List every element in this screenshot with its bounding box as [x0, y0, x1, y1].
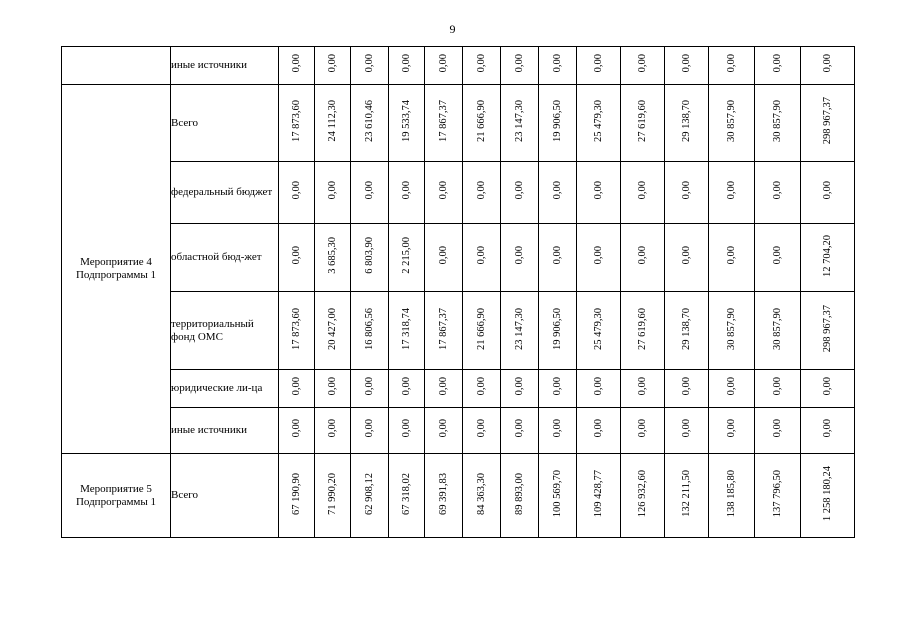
value-cell — [539, 224, 577, 292]
value-text: 0,00 — [438, 419, 449, 438]
value-cell — [539, 85, 577, 162]
value-cell — [539, 47, 577, 85]
table-row — [62, 408, 855, 454]
value-text: 0,00 — [401, 419, 412, 438]
value-text: 3 685,30 — [327, 237, 338, 274]
funding-source-cell: Всего — [171, 454, 279, 538]
value-cell — [539, 370, 577, 408]
value-text: 0,00 — [593, 181, 604, 200]
funding-source-cell: территориальный фонд ОМС — [171, 292, 279, 370]
value-text: 21 666,90 — [476, 307, 487, 350]
value-cell — [755, 370, 801, 408]
value-text: 0,00 — [681, 246, 692, 265]
funding-source-cell: юридические ли-ца — [171, 370, 279, 408]
value-cell — [279, 162, 315, 224]
funding-source-cell: иные источники — [171, 408, 279, 454]
value-text: 30 857,90 — [726, 307, 737, 350]
value-text: 25 479,30 — [593, 100, 604, 142]
table-row — [62, 85, 855, 162]
value-cell — [621, 47, 665, 85]
value-cell — [709, 224, 755, 292]
value-text: 17 318,74 — [401, 307, 412, 350]
value-cell — [709, 408, 755, 454]
value-cell — [501, 47, 539, 85]
value-text: 0,00 — [552, 246, 563, 265]
value-text: 0,00 — [401, 181, 412, 200]
table-row — [62, 370, 855, 408]
value-text: 30 857,90 — [726, 100, 737, 142]
value-text: 0,00 — [476, 377, 487, 396]
value-cell — [463, 292, 501, 370]
value-cell — [755, 47, 801, 85]
value-text: 298 967,37 — [822, 97, 833, 145]
value-text: 0,00 — [327, 419, 338, 438]
value-text: 0,00 — [726, 419, 737, 438]
value-cell — [463, 224, 501, 292]
value-text: 0,00 — [476, 419, 487, 438]
value-text: 29 138,70 — [681, 307, 692, 350]
value-text: 0,00 — [514, 377, 525, 396]
value-text: 0,00 — [514, 246, 525, 265]
value-cell — [425, 408, 463, 454]
value-cell — [279, 47, 315, 85]
value-cell — [315, 454, 351, 538]
value-text: 0,00 — [637, 54, 648, 73]
value-cell — [577, 454, 621, 538]
value-cell — [801, 370, 855, 408]
value-cell — [425, 162, 463, 224]
value-cell — [315, 162, 351, 224]
value-text: 0,00 — [364, 54, 375, 73]
value-cell — [425, 370, 463, 408]
value-cell — [755, 85, 801, 162]
value-cell — [621, 162, 665, 224]
value-text: 0,00 — [593, 54, 604, 73]
value-text: 0,00 — [438, 377, 449, 396]
value-cell — [665, 85, 709, 162]
value-text: 12 704,20 — [822, 234, 833, 277]
value-cell — [709, 292, 755, 370]
value-text: 0,00 — [364, 419, 375, 438]
value-text: 0,00 — [772, 181, 783, 200]
value-cell — [665, 454, 709, 538]
value-cell — [279, 224, 315, 292]
value-text: 89 893,00 — [514, 472, 525, 515]
value-text: 25 479,30 — [593, 307, 604, 350]
value-text: 0,00 — [593, 419, 604, 438]
value-cell — [389, 162, 425, 224]
value-text: 0,00 — [681, 377, 692, 396]
value-text: 100 569,70 — [552, 469, 563, 518]
value-cell — [351, 47, 389, 85]
value-cell — [801, 85, 855, 162]
value-cell — [621, 224, 665, 292]
value-cell — [463, 454, 501, 538]
value-cell — [539, 292, 577, 370]
value-cell — [463, 47, 501, 85]
value-text: 23 147,30 — [514, 100, 525, 142]
value-cell — [351, 85, 389, 162]
value-text: 23 610,46 — [364, 100, 375, 142]
value-text: 0,00 — [772, 419, 783, 438]
value-text: 16 806,56 — [364, 307, 375, 350]
value-text: 17 867,37 — [438, 100, 449, 142]
value-text: 0,00 — [291, 419, 302, 438]
value-cell — [501, 224, 539, 292]
value-cell — [709, 47, 755, 85]
table-row — [62, 162, 855, 224]
value-text: 0,00 — [364, 377, 375, 396]
value-cell — [621, 292, 665, 370]
value-text: 298 967,37 — [822, 304, 833, 353]
value-cell — [501, 292, 539, 370]
value-text: 17 867,37 — [438, 307, 449, 350]
value-cell — [389, 224, 425, 292]
value-cell — [755, 454, 801, 538]
value-text: 0,00 — [681, 181, 692, 200]
value-cell — [665, 47, 709, 85]
value-text: 19 906,50 — [552, 307, 563, 350]
value-text: 30 857,90 — [772, 100, 783, 142]
table-row — [62, 224, 855, 292]
value-cell — [463, 370, 501, 408]
table-row — [62, 47, 855, 85]
value-text: 84 363,30 — [476, 472, 487, 515]
value-text: 0,00 — [514, 54, 525, 73]
table-row — [62, 454, 855, 538]
value-cell — [621, 408, 665, 454]
value-text: 0,00 — [681, 419, 692, 438]
value-cell — [389, 85, 425, 162]
value-text: 0,00 — [291, 54, 302, 73]
value-text: 109 428,77 — [593, 469, 604, 518]
value-cell — [801, 454, 855, 538]
value-cell — [665, 162, 709, 224]
value-cell — [315, 292, 351, 370]
value-cell — [425, 224, 463, 292]
value-cell — [577, 162, 621, 224]
funding-source-cell: федеральный бюджет — [171, 162, 279, 224]
value-text: 0,00 — [291, 377, 302, 396]
value-cell — [501, 85, 539, 162]
value-text: 0,00 — [552, 181, 563, 200]
value-cell — [501, 370, 539, 408]
value-cell — [425, 47, 463, 85]
value-text: 0,00 — [772, 246, 783, 265]
value-cell — [501, 408, 539, 454]
funding-source-cell: иные источники — [171, 47, 279, 85]
value-text: 23 147,30 — [514, 307, 525, 350]
value-cell — [315, 370, 351, 408]
value-text: 0,00 — [726, 246, 737, 265]
funding-source-cell: Всего — [171, 85, 279, 162]
value-cell — [463, 408, 501, 454]
value-cell — [389, 47, 425, 85]
value-text: 69 391,83 — [438, 472, 449, 515]
value-cell — [755, 292, 801, 370]
value-cell — [665, 408, 709, 454]
value-text: 17 873,60 — [291, 100, 302, 142]
value-cell — [279, 454, 315, 538]
value-text: 0,00 — [726, 377, 737, 396]
value-cell — [501, 162, 539, 224]
value-cell — [279, 292, 315, 370]
value-cell — [389, 292, 425, 370]
value-cell — [801, 408, 855, 454]
value-cell — [425, 85, 463, 162]
value-text: 0,00 — [552, 54, 563, 73]
value-cell — [539, 454, 577, 538]
value-text: 0,00 — [327, 54, 338, 73]
value-cell — [665, 370, 709, 408]
value-text: 0,00 — [822, 419, 833, 438]
page-number: 9 — [449, 22, 456, 36]
value-cell — [621, 370, 665, 408]
value-cell — [315, 408, 351, 454]
value-cell — [709, 85, 755, 162]
value-cell — [755, 162, 801, 224]
value-cell — [425, 454, 463, 538]
value-text: 24 112,30 — [327, 100, 338, 142]
value-cell — [621, 85, 665, 162]
value-cell — [665, 224, 709, 292]
value-text: 0,00 — [364, 181, 375, 200]
value-text: 0,00 — [327, 181, 338, 200]
value-text: 0,00 — [291, 181, 302, 200]
funding-source-cell: областной бюд-жет — [171, 224, 279, 292]
value-text: 138 185,80 — [726, 469, 737, 518]
value-cell — [577, 370, 621, 408]
value-cell — [279, 408, 315, 454]
value-cell — [315, 85, 351, 162]
value-cell — [709, 370, 755, 408]
budget-table — [61, 46, 855, 538]
value-text: 0,00 — [438, 246, 449, 265]
value-cell — [709, 162, 755, 224]
value-text: 30 857,90 — [772, 307, 783, 350]
value-text: 0,00 — [438, 181, 449, 200]
value-text: 0,00 — [772, 377, 783, 396]
value-cell — [801, 292, 855, 370]
value-cell — [389, 370, 425, 408]
value-cell — [425, 292, 463, 370]
value-cell — [351, 454, 389, 538]
value-text: 0,00 — [822, 377, 833, 396]
value-cell — [351, 292, 389, 370]
value-text: 0,00 — [401, 377, 412, 396]
value-text: 19 533,74 — [401, 100, 412, 142]
value-text: 21 666,90 — [476, 100, 487, 142]
value-cell — [801, 224, 855, 292]
value-text: 0,00 — [552, 377, 563, 396]
value-text: 2 215,00 — [401, 237, 412, 274]
value-cell — [351, 162, 389, 224]
value-text: 137 796,50 — [772, 469, 783, 518]
value-cell — [709, 454, 755, 538]
value-text: 0,00 — [772, 54, 783, 73]
value-text: 0,00 — [552, 419, 563, 438]
value-text: 0,00 — [637, 377, 648, 396]
value-text: 67 190,90 — [291, 472, 302, 515]
value-cell — [801, 47, 855, 85]
value-cell — [389, 408, 425, 454]
value-cell — [315, 47, 351, 85]
value-cell — [801, 162, 855, 224]
value-text: 6 803,90 — [364, 237, 375, 274]
value-cell — [539, 408, 577, 454]
value-text: 0,00 — [822, 181, 833, 200]
value-cell — [351, 224, 389, 292]
value-text: 0,00 — [637, 419, 648, 438]
value-cell — [577, 408, 621, 454]
value-text: 27 619,60 — [637, 307, 648, 350]
value-cell — [279, 85, 315, 162]
value-text: 0,00 — [681, 54, 692, 73]
value-cell — [501, 454, 539, 538]
value-text: 17 873,60 — [291, 307, 302, 350]
value-cell — [577, 224, 621, 292]
value-text: 1 258 180,24 — [822, 465, 833, 522]
value-text: 0,00 — [637, 181, 648, 200]
value-text: 71 990,20 — [327, 472, 338, 515]
value-cell — [463, 162, 501, 224]
value-cell — [665, 292, 709, 370]
value-text: 0,00 — [476, 54, 487, 73]
value-text: 0,00 — [514, 419, 525, 438]
value-cell — [351, 370, 389, 408]
value-text: 0,00 — [438, 54, 449, 73]
value-text: 29 138,70 — [681, 100, 692, 142]
value-cell — [389, 454, 425, 538]
value-cell — [755, 408, 801, 454]
value-text: 67 318,02 — [401, 472, 412, 515]
value-cell — [539, 162, 577, 224]
value-text: 0,00 — [822, 54, 833, 73]
measure-name-cell: Мероприятие 5 Подпрограммы 1 — [62, 454, 171, 538]
value-text: 0,00 — [327, 377, 338, 396]
value-text: 0,00 — [476, 246, 487, 265]
measure-name-cell — [62, 47, 171, 85]
value-text: 0,00 — [401, 54, 412, 73]
value-text: 126 932,60 — [637, 469, 648, 518]
value-text: 27 619,60 — [637, 100, 648, 142]
value-text: 0,00 — [593, 246, 604, 265]
value-cell — [577, 47, 621, 85]
table-row — [62, 292, 855, 370]
value-text: 0,00 — [726, 54, 737, 73]
value-cell — [279, 370, 315, 408]
measure-name-cell: Мероприятие 4 Подпрограммы 1 — [62, 85, 171, 454]
value-cell — [621, 454, 665, 538]
value-cell — [755, 224, 801, 292]
value-cell — [577, 85, 621, 162]
value-cell — [315, 224, 351, 292]
value-text: 62 908,12 — [364, 472, 375, 515]
value-text: 0,00 — [593, 377, 604, 396]
value-text: 0,00 — [514, 181, 525, 200]
value-cell — [463, 85, 501, 162]
value-text: 0,00 — [637, 246, 648, 265]
value-text: 19 906,50 — [552, 100, 563, 142]
value-text: 20 427,00 — [327, 307, 338, 350]
value-cell — [351, 408, 389, 454]
value-cell — [577, 292, 621, 370]
value-text: 0,00 — [476, 181, 487, 200]
value-text: 132 211,50 — [681, 470, 692, 517]
value-text: 0,00 — [291, 246, 302, 265]
value-text: 0,00 — [726, 181, 737, 200]
